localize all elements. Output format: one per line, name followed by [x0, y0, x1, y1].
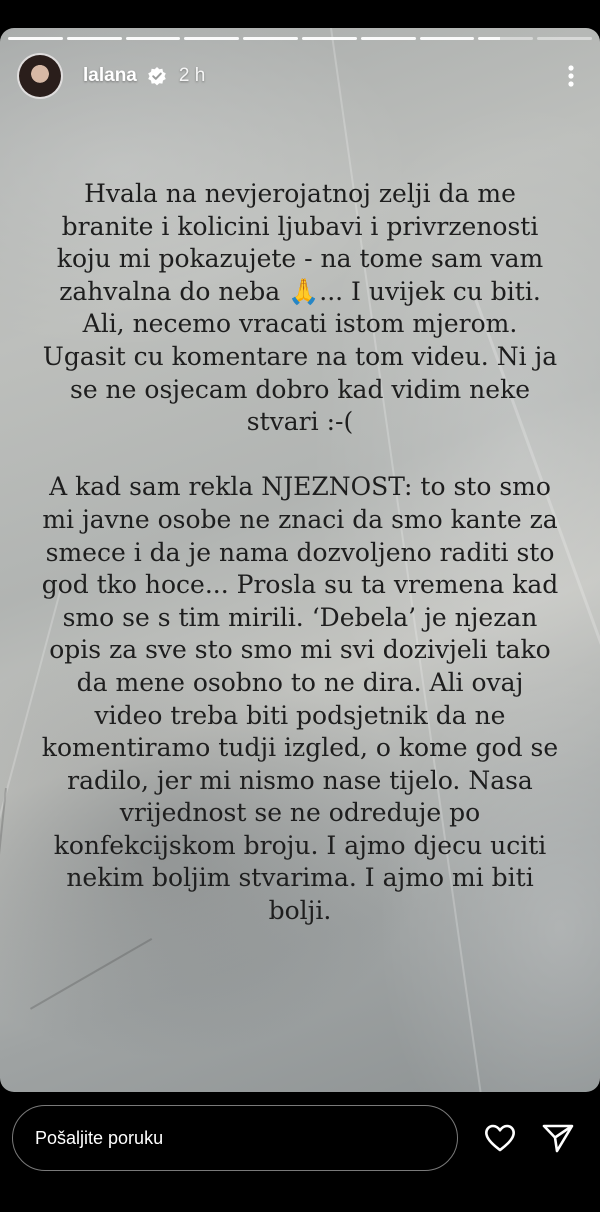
send-icon[interactable]	[540, 1120, 576, 1156]
background-crack	[0, 788, 7, 1047]
background-crack	[30, 938, 152, 1010]
progress-segment	[8, 37, 63, 40]
message-input[interactable]	[12, 1105, 458, 1171]
heart-icon[interactable]	[482, 1120, 518, 1156]
verified-badge-icon	[147, 66, 167, 86]
story-frame[interactable]	[0, 28, 600, 1092]
story-caption: Hvala na nevjerojatnoj zelji da me branite i kolicini ljubavi i privrzenosti koju mi pokazujete - na tome sam vam zahvalna do neba 🙏... I uvijek cu biti. Ali, necemo vracati istom mjerom. Ugasit cu komentare na tom videu. Ni ja se ne osjecam dobro kad vidim neke stvari :-( A kad sam rekla NJEZNOST: to sto smo mi javne osobe ne znaci da smo kante za smece i da je nama dozvoljeno raditi sto god tko hoce... Prosla su ta vremena kad smo se s tim mirili. ‘Debela’ je njezan opis za sve sto smo mi svi dozivjeli tako da mene osobno to ne dira. Ali ovaj video treba biti podsjetnik da ne komentiramo tudji izgled, o kome god se radilo, jer mi nismo nase tijelo. Nasa vrijednost se ne odreduje po konfekcijskom broju. I ajmo djecu uciti nekim boljim stvarima. I ajmo mi biti bolji.	[41, 179, 559, 926]
avatar[interactable]	[17, 53, 63, 99]
progress-segment	[420, 37, 475, 40]
post-time: 2 h	[178, 65, 206, 86]
progress-segment	[302, 37, 357, 40]
progress-segment	[537, 37, 592, 40]
story-progress-bar	[8, 37, 592, 40]
progress-segment	[67, 37, 122, 40]
reply-bar	[0, 1092, 600, 1212]
progress-segment	[126, 37, 181, 40]
more-options-icon[interactable]	[559, 64, 583, 88]
progress-segment	[243, 37, 298, 40]
story-header	[17, 52, 583, 100]
progress-segment	[478, 37, 533, 40]
progress-segment	[361, 37, 416, 40]
username[interactable]: lalana	[83, 65, 137, 86]
message-input-placeholder: Pošaljite poruku	[35, 1127, 164, 1148]
progress-segment	[184, 37, 239, 40]
